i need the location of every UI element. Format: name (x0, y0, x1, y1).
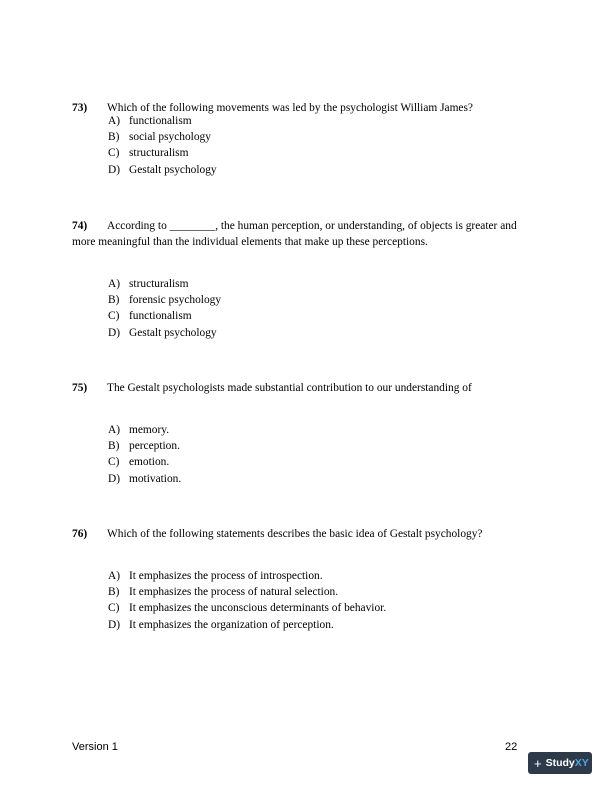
option-b: B) It emphasizes the process of natural selection. (108, 586, 339, 599)
option-a: A) functionalism (108, 115, 192, 127)
question-number: 74) (72, 220, 88, 232)
option-d: D) It emphasizes the organization of perception. (108, 618, 334, 631)
question-number: 76) (72, 528, 88, 540)
question-number: 73) (72, 102, 88, 114)
option-b: B) social psychology (108, 131, 211, 144)
footer-version: Version 1 (72, 741, 118, 753)
question-text: The Gestalt psychologists made substantial contribution to our understanding of (107, 382, 472, 394)
question-75 (72, 380, 552, 396)
plus-icon: + (534, 755, 542, 771)
option-a: A) It emphasizes the process of introspection. (108, 570, 323, 582)
option-a: A) memory. (108, 424, 170, 436)
options-76 (108, 568, 386, 633)
question-text: Which of the following statements describes the basic idea of Gestalt psychology? (107, 528, 483, 540)
question-74-continued (72, 234, 552, 250)
question-74 (72, 218, 552, 234)
studyxy-badge[interactable] (528, 752, 592, 774)
options-73 (108, 113, 217, 178)
option-d: D) Gestalt psychology (108, 163, 217, 176)
question-text: According to ________, the human perception, or understanding, of objects is greater and (107, 220, 517, 232)
badge-brand-accent: XY (574, 757, 589, 769)
option-a: A) structuralism (108, 278, 189, 290)
option-b: B) perception. (108, 440, 180, 453)
question-number: 75) (72, 382, 88, 394)
page-number: 22 (505, 741, 518, 753)
option-c: C) emotion. (108, 456, 170, 469)
question-76 (72, 526, 552, 542)
option-d: D) motivation. (108, 472, 182, 485)
options-75 (108, 422, 181, 487)
question-text: Which of the following movements was led by the psychologist William James? (107, 102, 473, 114)
option-d: D) Gestalt psychology (108, 326, 217, 339)
option-c: C) functionalism (108, 310, 192, 323)
option-c: C) It emphasizes the unconscious determinants of behavior. (108, 602, 387, 615)
badge-brand-main: Study (545, 757, 575, 769)
options-74 (108, 276, 221, 341)
option-b: B) forensic psychology (108, 294, 222, 307)
question-text-continued: more meaningful than the individual elements that make up these perceptions. (72, 236, 428, 248)
option-c: C) structuralism (108, 147, 189, 160)
